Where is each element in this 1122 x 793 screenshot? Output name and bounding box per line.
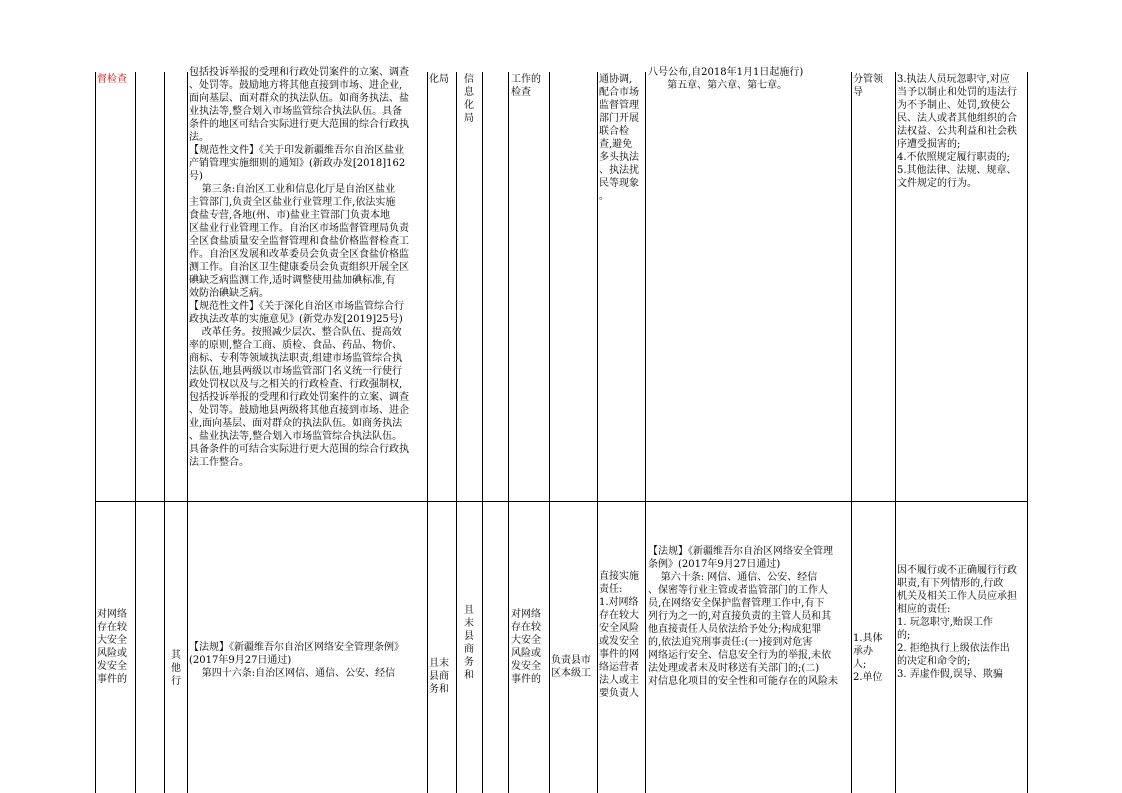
row1-item-name: 督检查 bbox=[97, 74, 127, 85]
column-divider bbox=[456, 72, 457, 793]
column-divider bbox=[135, 72, 136, 793]
row2-law: 【法规】《新疆维吾尔自治区网络安全管理 条例》(2017年9月27日通过) 第六十条: 网信、通信、公安、经信 、保密等行业主管或者监管部门的工作人 员,在网络安全保护监督管理工作中,有下 列行为之一的,对直接负责的主管人员和其 他直接责任人员依法给予处分;构成犯罪 的,依法追究刑事责任:(一)接到对危害 网络运行安全、信息安全行为的举报,未依 法处理或者未及时移送有关部门的;(二) 对信息化项目的安全性和可能存在的风险未 bbox=[648, 546, 838, 687]
row2-item-name: 对网络 存在较 大安全 风险或 发安全 事件的 bbox=[97, 609, 127, 685]
row1-person: 分管领 导 bbox=[853, 74, 883, 98]
column-divider bbox=[95, 72, 96, 793]
column-divider bbox=[1027, 72, 1028, 793]
row1-resp: 通协调, 配合市场 监督管理 部门开展 联合检 查,避免 多头执法 、执法扰 民等现象 。 bbox=[599, 74, 639, 202]
row2-scope: 负责县市 区本级工 bbox=[551, 655, 591, 679]
row1-law-top: 八号公布,自2018年1月1日起施行) bbox=[648, 67, 804, 78]
column-divider bbox=[164, 72, 165, 793]
row1-dept-vertical: 信 息 化 局 bbox=[464, 74, 474, 124]
row1-content: 工作的 检查 bbox=[511, 74, 541, 98]
row1-law: 第五章、第六章、第七章。 bbox=[648, 80, 788, 91]
row2-category: 其 他 行 bbox=[171, 650, 181, 687]
column-divider bbox=[427, 72, 428, 793]
row2-person: 1.具体 承办 人; 2.单位 bbox=[853, 633, 883, 683]
row2-dept-vertical: 且 末 县 商 务 和 bbox=[464, 605, 474, 681]
column-divider bbox=[645, 72, 646, 793]
row-divider bbox=[95, 501, 1028, 502]
row2-resp: 直接实施 责任: 1.对网络 存在较大 安全风险 或发安全 事件的网 络运营者 法人或主 要负责人 bbox=[599, 571, 639, 699]
row2-basis: 【法规】《新疆维吾尔自治区网络安全管理条例》 (2017年9月27日通过) 第四十六条:自治区网信、通信、公安、经信 bbox=[189, 642, 404, 679]
column-divider bbox=[597, 72, 598, 793]
row1-duty: 3.执法人员玩忽职守,对应 当予以制止和处罚的违法行 为不予制止、处罚,致使公 民、法人或者其他组织的合 法权益、公共利益和社会秩 序遭受损害的; 4.不依照规定履行职责的; 5.其他法律、法规、规章、 文件规定的行为。 bbox=[897, 74, 1017, 189]
row1-dept: 化局 bbox=[429, 74, 449, 85]
column-divider bbox=[895, 72, 896, 793]
column-divider bbox=[851, 72, 852, 793]
row2-duty: 因不履行或不正确履行行政 职责,有下列情形的,行政 机关及相关工作人员应承担 相应的责任: 1. 玩忽职守,贻误工作 的; 2. 拒绝执行上级依法作出 的决定和命令的; 3. 弄虚作假,误导、欺骗 bbox=[897, 565, 1017, 680]
row1-basis: 包括投诉举报的受理和行政处罚案件的立案、调查 、处罚等。鼓励地方将其他直接到市场、进企业, 面向基层、面对群众的执法队伍。如商务执法、盐 业执法等,整合划入市场监管综合执法队伍。具备 条件的地区可结合实际进行更大范围的综合行政执 法。 【规范性文件】《关于印发新疆维吾尔自治区盐业 产销管理实施细则的通知》(新政办发[2018]162 号) 第三条:自治区工业和信息化厅是自治区盐业 主管部门,负责全区盐业行业管理工作,依法实施 食盐专营,各地(州、市)盐业主管部门负责本地 区盐业行业管理工作。自治区市场监督管理局负责 全区食盐质量安全监督管理和食盐价格监督检查工 作。自治区发展和改革委员会负责全区食盐价格监 测工作。自治区卫生健康委员会负责组织开展全区 碘缺乏病监测工作,适时调整使用盐加碘标准,有 效防治碘缺乏病。 【规范性文件】《关于深化自治区市场监管综合行 政执法改革的实施意见》(新党办发[2019]25号) 改革任务。按照减少层次、整合队伍、提高效 率的原则,整合工商、质检、食品、药品、物价、 商标、专利等领域执法职责,组建市场监管综合执 法队伍,地县两级以市场监管部门名义统一行使行 政处罚权以及与之相关的行政检查、行政强制权, 包括投诉举报的受理和行政处罚案件的立案、调查 、处罚等。鼓励地县两级将其他直接到市场、进企 业,面向基层、面对群众的执法队伍。如商务执法 、盐业执法等,整合划入市场监管综合执法队伍。 具备条件的可结合实际进行更大范围的综合行政执 法工作整合。 bbox=[189, 67, 409, 468]
row2-dept: 且末 县商 务和 bbox=[429, 658, 449, 695]
column-divider bbox=[549, 72, 550, 793]
column-divider bbox=[508, 72, 509, 793]
row2-content: 对网络 存在较 大安全 风险或 发安全 事件的 bbox=[511, 609, 541, 685]
column-divider bbox=[187, 72, 188, 793]
column-divider bbox=[482, 72, 483, 793]
